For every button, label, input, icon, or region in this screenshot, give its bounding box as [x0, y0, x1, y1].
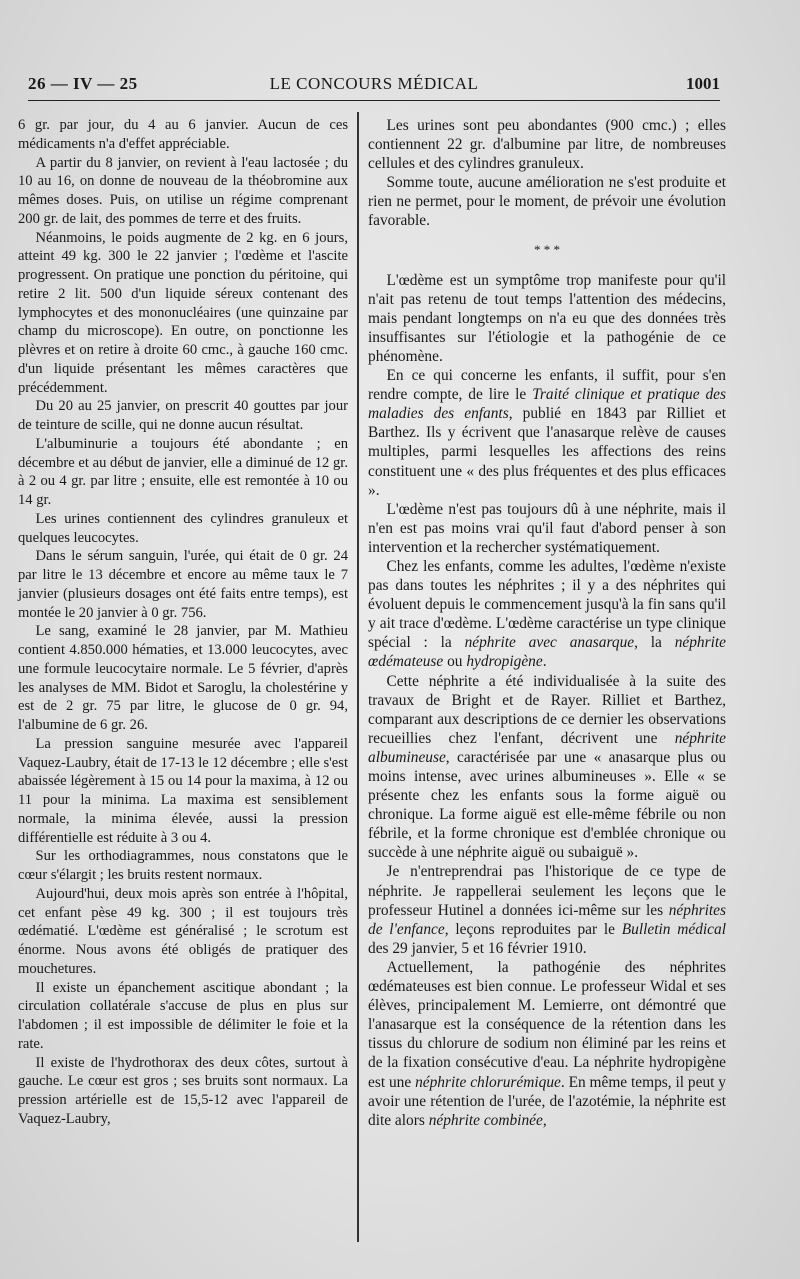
- paragraph: Les urines sont peu abondantes (900 cmc.) ; elles contiennent 22 gr. d'albumine par litre, de nombreuses cellules et des cylindres granuleux.: [368, 117, 726, 173]
- paragraph: Aujourd'hui, deux mois après son entrée à l'hôpital, cet enfant pèse 49 kg. 300 ; il est toujours très œdématié. L'œdème est généralisé ; le scrotum est énorme. Nous avons été obligés de pratiquer des mouchetures.: [18, 885, 348, 977]
- text-run: .: [542, 653, 547, 671]
- paragraph: L'œdème est un symptôme trop manifeste pour qu'il n'ait pas retenu de tout temps l'attention des médecins, mais pendant longtemps on n'a eu que des données très insuffisantes sur l'étiologie et la pathogénie de ce phénomène.: [368, 271, 726, 365]
- paragraph: [368, 958, 726, 1130]
- italic-term: néphrite avec anasarque: [464, 634, 635, 652]
- italic-term: néphrite combinée: [428, 1111, 543, 1129]
- text-run: Actuellement, la pathogénie des néphrites œdémateuses est bien connue. Le professeur Widal et ses élèves, principalement M. Lemierre, ont démontré que l'anasarque est la conséquence de la rétention dans les tissus du chlorure de sodium non éliminé par les reins et de la fixation consécutive d'eau. La néphrite hydropigène est une: [368, 958, 726, 1091]
- paragraph: [368, 672, 726, 863]
- text-run: En ce qui concerne les enfants, il suffit, pour s'en rendre compte, de lire le: [368, 367, 726, 404]
- italic-term: néphrites de l'enfance: [368, 901, 726, 938]
- paragraph: L'albuminurie a toujours été abondante ; en décembre et au début de janvier, elle a diminué de 12 gr. à 2 ou 4 gr. par litre ; ensuite, elle est remontée à 10 ou 14 gr.: [18, 435, 348, 508]
- text-run: , leçons reproduites par le: [444, 920, 622, 938]
- text-run: ou: [443, 653, 467, 671]
- paragraph: [368, 366, 726, 500]
- text-run: Je n'entreprendrai pas l'historique de ce type de néphrite. Je rappellerai seulement les leçons que le professeur Hutinel a données ici-même sur les: [368, 863, 726, 919]
- text-run: des 29 janvier, 5 et 16 février 1910.: [368, 939, 587, 957]
- paragraph: Du 20 au 25 janvier, on prescrit 40 gouttes par jour de teinture de scille, qui ne donne aucun résultat.: [18, 398, 348, 433]
- paragraph: L'œdème n'est pas toujours dû à une néphrite, mais il n'en est pas moins vrai qu'il faut d'abord penser à son intervention et la rechercher systématiquement.: [368, 500, 726, 556]
- text-run: ,: [542, 1111, 547, 1129]
- paragraph: Néanmoins, le poids augmente de 2 kg. en 6 jours, atteint 49 kg. 300 le 22 janvier ; l'œdème et l'ascite progressent. On pratique une ponction du péritoine, qui retire 2 lit. 500 d'un liquide séreux contenant des lymphocytes et des mononucléaires (une quinzaine par champ du microscope). En outre, on ponctionne les plèvres et on retire à droite 60 cmc., à gauche 160 cmc. d'un liquide présentant les mêmes caractères que précédemment.: [18, 229, 348, 396]
- left-column: [18, 116, 348, 1129]
- paragraph: [368, 557, 726, 672]
- issue-date: 26 — IV — 25: [28, 74, 138, 93]
- text-run: Cette néphrite a été individualisée à la suite des travaux de Bright et de Rayer. Rilliet et Barthez, comparant aux descriptions de ce dernier les observations recueillies chez l'enfant, décrivent une: [368, 672, 726, 747]
- paragraph: La pression sanguine mesurée avec l'appareil Vaquez-Laubry, était de 17-13 le 12 décembre ; elle s'est abaissée légèrement à 15 ou 14 pour la maxima, à 12 ou 11 pour la minima. La maxima est sensiblement normale, la minima élevée, aussi la pression différentielle est réduite à 3 ou 4.: [18, 735, 348, 846]
- italic-term: hydropigène: [466, 653, 543, 671]
- paragraph: Somme toute, aucune amélioration ne s'est produite et rien ne permet, pour le moment, de prévoir une évolution favorable.: [368, 174, 726, 230]
- text-run: , caractérisée par une « anasarque plus ou moins intense, avec urines albumineuses ». Elle « se présente chez les enfants sous la forme aiguë ou chronique. La forme aiguë est elle-même fébrile ou non fébrile, et la forme chronique est d'emblée chronique ou succède à une néphrite aiguë ou subaiguë ».: [368, 748, 726, 862]
- text-run: , publié en 1843 par Rilliet et Barthez. Ils y écrivent que l'anasarque relève de causes multiples, parmi lesquelles les affections des reins constituent une « des plus fréquentes et des plus efficaces ».: [368, 405, 726, 499]
- paragraph: A partir du 8 janvier, on revient à l'eau lactosée ; du 10 au 16, on donne de nouveau de la théobromine aux mêmes doses. Puis, on utilise un régime comprenant 200 gr. de lait, des pommes de terre et des fruits.: [18, 154, 348, 227]
- paragraph: Les urines contiennent des cylindres granuleux et quelques leucocytes.: [18, 510, 348, 546]
- page-number: 1001: [686, 74, 720, 93]
- paragraph: Sur les orthodiagrammes, nous constatons que le cœur s'élargit ; les bruits restent normaux.: [18, 848, 348, 883]
- text-run: . En même temps, il peut y avoir une rétention de l'urée, de l'azotémie, la néphrite est dite alors: [368, 1073, 726, 1129]
- italic-term: Bulletin médical: [621, 920, 726, 938]
- journal-title: LE CONCOURS MÉDICAL: [269, 74, 479, 93]
- paragraph: Le sang, examiné le 28 janvier, par M. Mathieu contient 4.850.000 hématies, et 13.000 leucocytes, avec une formule leucocytaire normale. Le 5 février, d'après les analyses de MM. Bidot et Saroglu, la cholestérine y est de 2 gr. 75 par litre, le glucose de 0 gr. 94, l'albumine de 6 gr. 26.: [18, 623, 348, 733]
- section-separator: * * *: [534, 241, 560, 257]
- right-column: [368, 116, 726, 1130]
- italic-term: néphrite œdémateuse: [368, 634, 726, 671]
- paragraph: Dans le sérum sanguin, l'urée, qui était de 0 gr. 24 par litre le 13 décembre et encore au même taux le 7 janvier (plusieurs dosages ont été faits entre temps), est montée le 20 janvier à 0 gr. 756.: [18, 548, 348, 621]
- text-run: , la: [634, 634, 675, 652]
- book-title: Traité clinique et pratique des maladies des enfants: [368, 386, 726, 423]
- paragraph: 6 gr. par jour, du 4 au 6 janvier. Aucun de ces médicaments n'a d'effet appréciable.: [18, 117, 348, 152]
- column-divider: [357, 112, 359, 1242]
- italic-term: néphrite chlorurémique: [415, 1073, 561, 1091]
- paragraph: [368, 862, 726, 957]
- paragraph: Il existe un épanchement ascitique abondant ; la circulation collatérale s'accuse de plus en plus sur l'abdomen ; il est impossible de délimiter le foie et la rate.: [18, 979, 348, 1052]
- italic-term: néphrite albumineuse: [368, 729, 726, 766]
- text-run: Chez les enfants, comme les adultes, l'œdème n'existe pas dans toutes les néphrites ; il y a des néphrites qui évoluent depuis le commencement jusqu'à la fin sans qu'il y ait trace d'œdème. L'œdème caractérise un type clinique spécial : la: [368, 557, 726, 652]
- page-header: [28, 74, 720, 101]
- paragraph: Il existe de l'hydrothorax des deux côtes, surtout à gauche. Le cœur est gros ; ses bruits sont normaux. La pression artérielle est de 15,5-12 avec l'appareil de Vaquez-Laubry,: [18, 1054, 348, 1127]
